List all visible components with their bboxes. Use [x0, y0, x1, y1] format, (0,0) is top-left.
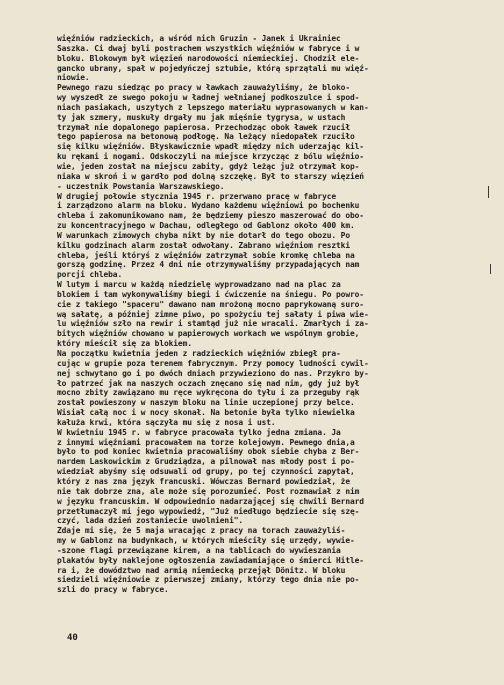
text-line: chleba, jeśli któryś z więźniów zatrzymał sobie kromkę chleba na — [57, 250, 355, 260]
text-line: siedzieli więźniowie z pierwszej zmiany, którzy tego dnia nie po- — [57, 575, 360, 585]
text-line: W drugiej połowie stycznia 1945 r. przerwano pracę w fabryce — [57, 191, 337, 201]
text-line: gorszą godzinę. Przez 4 dni nie otrzymywaliśmy przypadających nam — [57, 260, 360, 270]
text-line: ty jak szmery, muskuły drgały mu jak mięśnie tygrysa, w ustach — [57, 112, 346, 122]
text-line: który mieścił się za blokiem. — [57, 339, 192, 349]
paragraph — [57, 526, 457, 595]
body-text — [57, 34, 457, 595]
page-number: 40 — [67, 633, 78, 643]
text-line: Saszka. Ci dwaj byli postrachem wszystkich więźniów w fabryce i w — [57, 43, 360, 53]
text-line: W lutym i marcu w każdą niedzielę wyprowadzano nad na plac za — [57, 280, 341, 290]
text-line: kałuża krwi, która sączyła mu się z nosa i ust. — [57, 417, 276, 427]
text-line: i zarządzono alarm na bloku. Wydano każdemu więźniowi po bochenku — [57, 201, 360, 211]
text-line: tego papierosa na betonową podłogę. Na leżący niedopałek rzuciło — [57, 132, 355, 142]
text-line: W warunkach zimowych chyba nikt by nie dotarł do tego obozu. Po — [57, 230, 350, 240]
text-line: wy wyszedł ze swego pokoju w ładnej wełnianej podkoszulce i spod- — [57, 93, 360, 103]
text-line: wiedział abyśmy się odsuwali od grupy, po tej czynności zapytał, — [57, 467, 355, 477]
text-line: się kilku więźniów. Błyskawicznie wpadł między nich uderzając kil- — [57, 142, 364, 152]
text-line: chleba i zakomunikowano nam, że będziemy pieszo maszerować do obo- — [57, 211, 364, 221]
paragraph — [57, 280, 457, 349]
text-line: w języku francuskim. W odpowiednio nadarzającej się chwili Bernard — [57, 496, 364, 506]
text-line: było to pod koniec kwietnia pracowaliśmy obok siebie chyba z Ber- — [57, 447, 360, 457]
edge-mark-top — [488, 186, 489, 198]
paragraph — [57, 34, 457, 83]
text-line: W kwietniu 1945 r. w fabryce pracowała tylko jedna zmiana. Ja — [57, 427, 341, 437]
text-line: plakatów były naklejone ogłoszenia zawiadamiające o śmierci Hitle- — [57, 555, 364, 565]
text-line: my w Gablonz na budynkach, w których mieściły się urzędy, wywie- — [57, 536, 355, 546]
text-line: nej schwytano go i po dwóch dniach przywieziono do nas. Przykro by- — [57, 368, 369, 378]
text-line: niowie. — [57, 73, 90, 83]
text-line: szli do pracy w fabryce. — [57, 585, 169, 595]
text-line: bitych więźniów chowano w papierowych workach we wspólnym grobie, — [57, 329, 360, 339]
text-line: niach pasiakach, uszytych z lepszego materiału wyprasowanych w kan- — [57, 102, 369, 112]
text-line: -szone flagi przewiązane kirem, a na tablicach do wywieszania — [57, 545, 341, 555]
text-line: bloku. Blokowym był więzień narodowości niemieckiej. Chodził ele- — [57, 53, 360, 63]
text-line: czyć, lada dzień zostaniecie uwolnieni". — [57, 516, 244, 526]
text-line: cie z takiego "spaceru" dawano nam mrożoną mocno paprykowaną suro- — [57, 299, 364, 309]
text-line: Pewnego razu siedząc po pracy w ławkach zauważyliśmy, że bloko- — [57, 83, 350, 93]
text-line: więźniów radzieckich, a wśród nich Gruzin - Janek i Ukrainiec — [57, 34, 341, 43]
text-line: gancko ubrany, spał w pojedyńczej sztubie, którą sprzątali mu więź- — [57, 63, 369, 73]
paragraph — [57, 428, 457, 526]
text-line: mocno zbity zawiązano mu ręce wykręcona do tyłu i za przeguby rąk — [57, 388, 360, 398]
text-line: kilku godzinach alarm został odwołany. Zabrano więźniom resztki — [57, 240, 350, 250]
text-line: nardem Laskowickim z Grudziądza, a pilnował nas młody post i po- — [57, 457, 355, 467]
text-line: wie, jeden został na miejscu zabity, gdyż leżąc już otrzymał kop- — [57, 161, 360, 171]
text-line: cując w grupie poza terenem fabrycznym. Przy pomocy ludności cywil- — [57, 358, 369, 368]
text-line: ło patrzeć jak na naszych oczach znęcano się nad nim, gdy już był — [57, 378, 360, 388]
text-line: niaka w skroń i w gardło pod dolną szczękę. Był to starszy więzień — [57, 171, 364, 181]
text-line: Na początku kwietnia jeden z radzieckich więźniów zbiegł pra- — [57, 349, 341, 358]
text-line: został powieszony w naszym bloku na linie uczepionej przy belce. — [57, 398, 355, 408]
edge-mark-bottom — [490, 264, 491, 274]
text-line: ku rękami i nogami. Odskoczyli na miejsce krzycząc z bólu więźnio- — [57, 152, 364, 162]
text-line: porcji chleba. — [57, 270, 123, 280]
text-line: - uczestnik Powstania Warszawskiego. — [57, 181, 225, 191]
text-line: Zdaje mi się, że 5 maja wracając z pracy na torach zauważyliś- — [57, 526, 346, 536]
text-line: który z nas zna język francuski. Wówczas Bernard powiedział, że — [57, 476, 350, 486]
text-line: nie tak dobrze zna, ale może się porozumieć. Post rozmawiał z nim — [57, 486, 360, 496]
text-line: ra i, że dowództwo nad armią niemiecką przejął Dönitz. W bloku — [57, 565, 346, 575]
text-line: z innymi więźniami pracowałem na torze kolejowym. Pewnego dnia,a — [57, 437, 355, 447]
text-line: wą sałatę, a później zimne piwo, po spożyciu tej sałaty i piwa wie- — [57, 309, 369, 319]
text-line: zu koncentracyjnego w Dachau, odległego od Gablonz około 400 km. — [57, 221, 355, 231]
paragraph — [57, 192, 457, 281]
text-line: lu więźniów szło na rewir i stamtąd już nie wracali. Zmarłych i za- — [57, 319, 369, 329]
paragraph — [57, 83, 457, 191]
text-line: Wisiał całą noc i w nocy skonał. Na betonie była tylko niewielka — [57, 408, 355, 418]
text-line: przetłumaczył mi jego wypowiedź, "Już niedługo będziecie się szę- — [57, 506, 360, 516]
text-line: trzymał nie dopalonego papierosa. Przechodząc obok ławek rzucił — [57, 122, 350, 132]
paragraph — [57, 349, 457, 428]
text-line: blokiem i tam wykonywaliśmy biegi i ćwiczenie na śniegu. Po powro- — [57, 289, 364, 299]
